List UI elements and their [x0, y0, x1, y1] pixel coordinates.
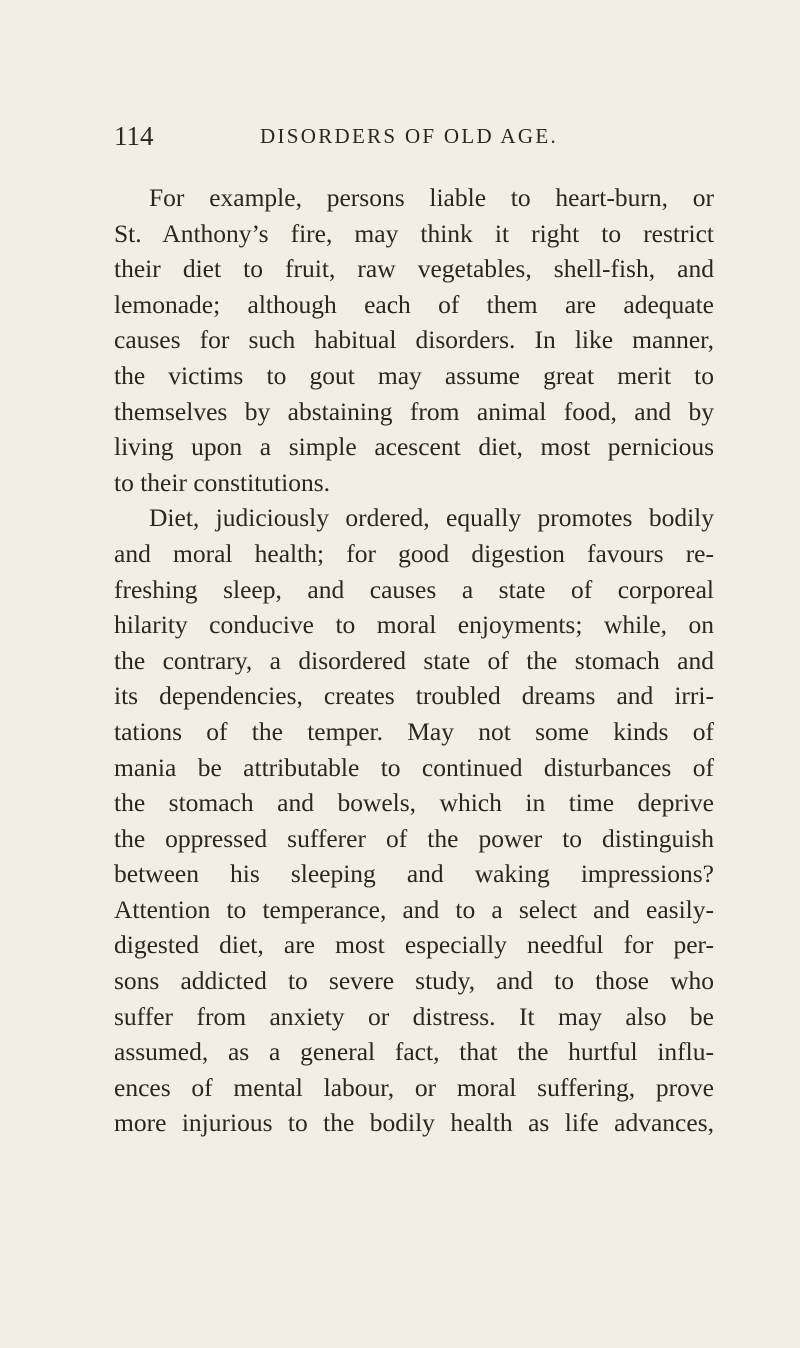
text-line: For example, persons liable to heart-burn, or [149, 183, 714, 212]
text-line: Attention to temperance, and to a select and easily- [114, 894, 714, 924]
running-header [114, 118, 714, 154]
text-line: freshing sleep, and causes a state of corporeal [114, 574, 714, 604]
page-number: 114 [114, 121, 154, 151]
text-line: causes for such habitual disorders. In like manner, [114, 325, 714, 355]
text-line: living upon a simple acescent diet, most pernicious [114, 432, 714, 462]
text-line: between his sleeping and waking impressions? [114, 859, 714, 889]
text-line: hilarity conducive to moral enjoyments; while, on [114, 610, 714, 640]
text-line: tations of the temper. May not some kinds of [114, 716, 714, 746]
text-line: themselves by abstaining from animal food, and by [114, 396, 714, 426]
text-line: their diet to fruit, raw vegetables, shell-fish, and [114, 254, 714, 284]
running-title: DISORDERS OF OLD AGE. [260, 124, 558, 148]
text-line: and moral health; for good digestion favours re- [114, 538, 714, 568]
text-line: sons addicted to severe study, and to those who [114, 966, 714, 996]
text-line: St. Anthony’s fire, may think it right to restrict [114, 218, 714, 248]
body-text [114, 180, 714, 1141]
text-line: suffer from anxiety or distress. It may also be [114, 1001, 714, 1031]
text-line: mania be attributable to continued disturbances of [114, 752, 714, 782]
text-line: lemonade; although each of them are adequate [114, 289, 714, 319]
text-line: digested diet, are most especially needful for per- [114, 930, 714, 960]
text-line: to their constitutions. [114, 467, 331, 497]
text-line: assumed, as a general fact, that the hurtful influ- [114, 1037, 714, 1067]
text-line: the contrary, a disordered state of the stomach and [114, 645, 714, 675]
text-line: ences of mental labour, or moral suffering, prove [114, 1072, 714, 1102]
text-line: the stomach and bowels, which in time deprive [114, 788, 714, 818]
text-line: the victims to gout may assume great merit to [114, 360, 714, 390]
text-line: its dependencies, creates troubled dreams and irri- [114, 681, 714, 711]
text-line: Diet, judiciously ordered, equally promotes bodily [149, 503, 714, 533]
text-line: more injurious to the bodily health as life advances, [114, 1108, 714, 1138]
text-line: the oppressed sufferer of the power to distinguish [114, 823, 714, 853]
